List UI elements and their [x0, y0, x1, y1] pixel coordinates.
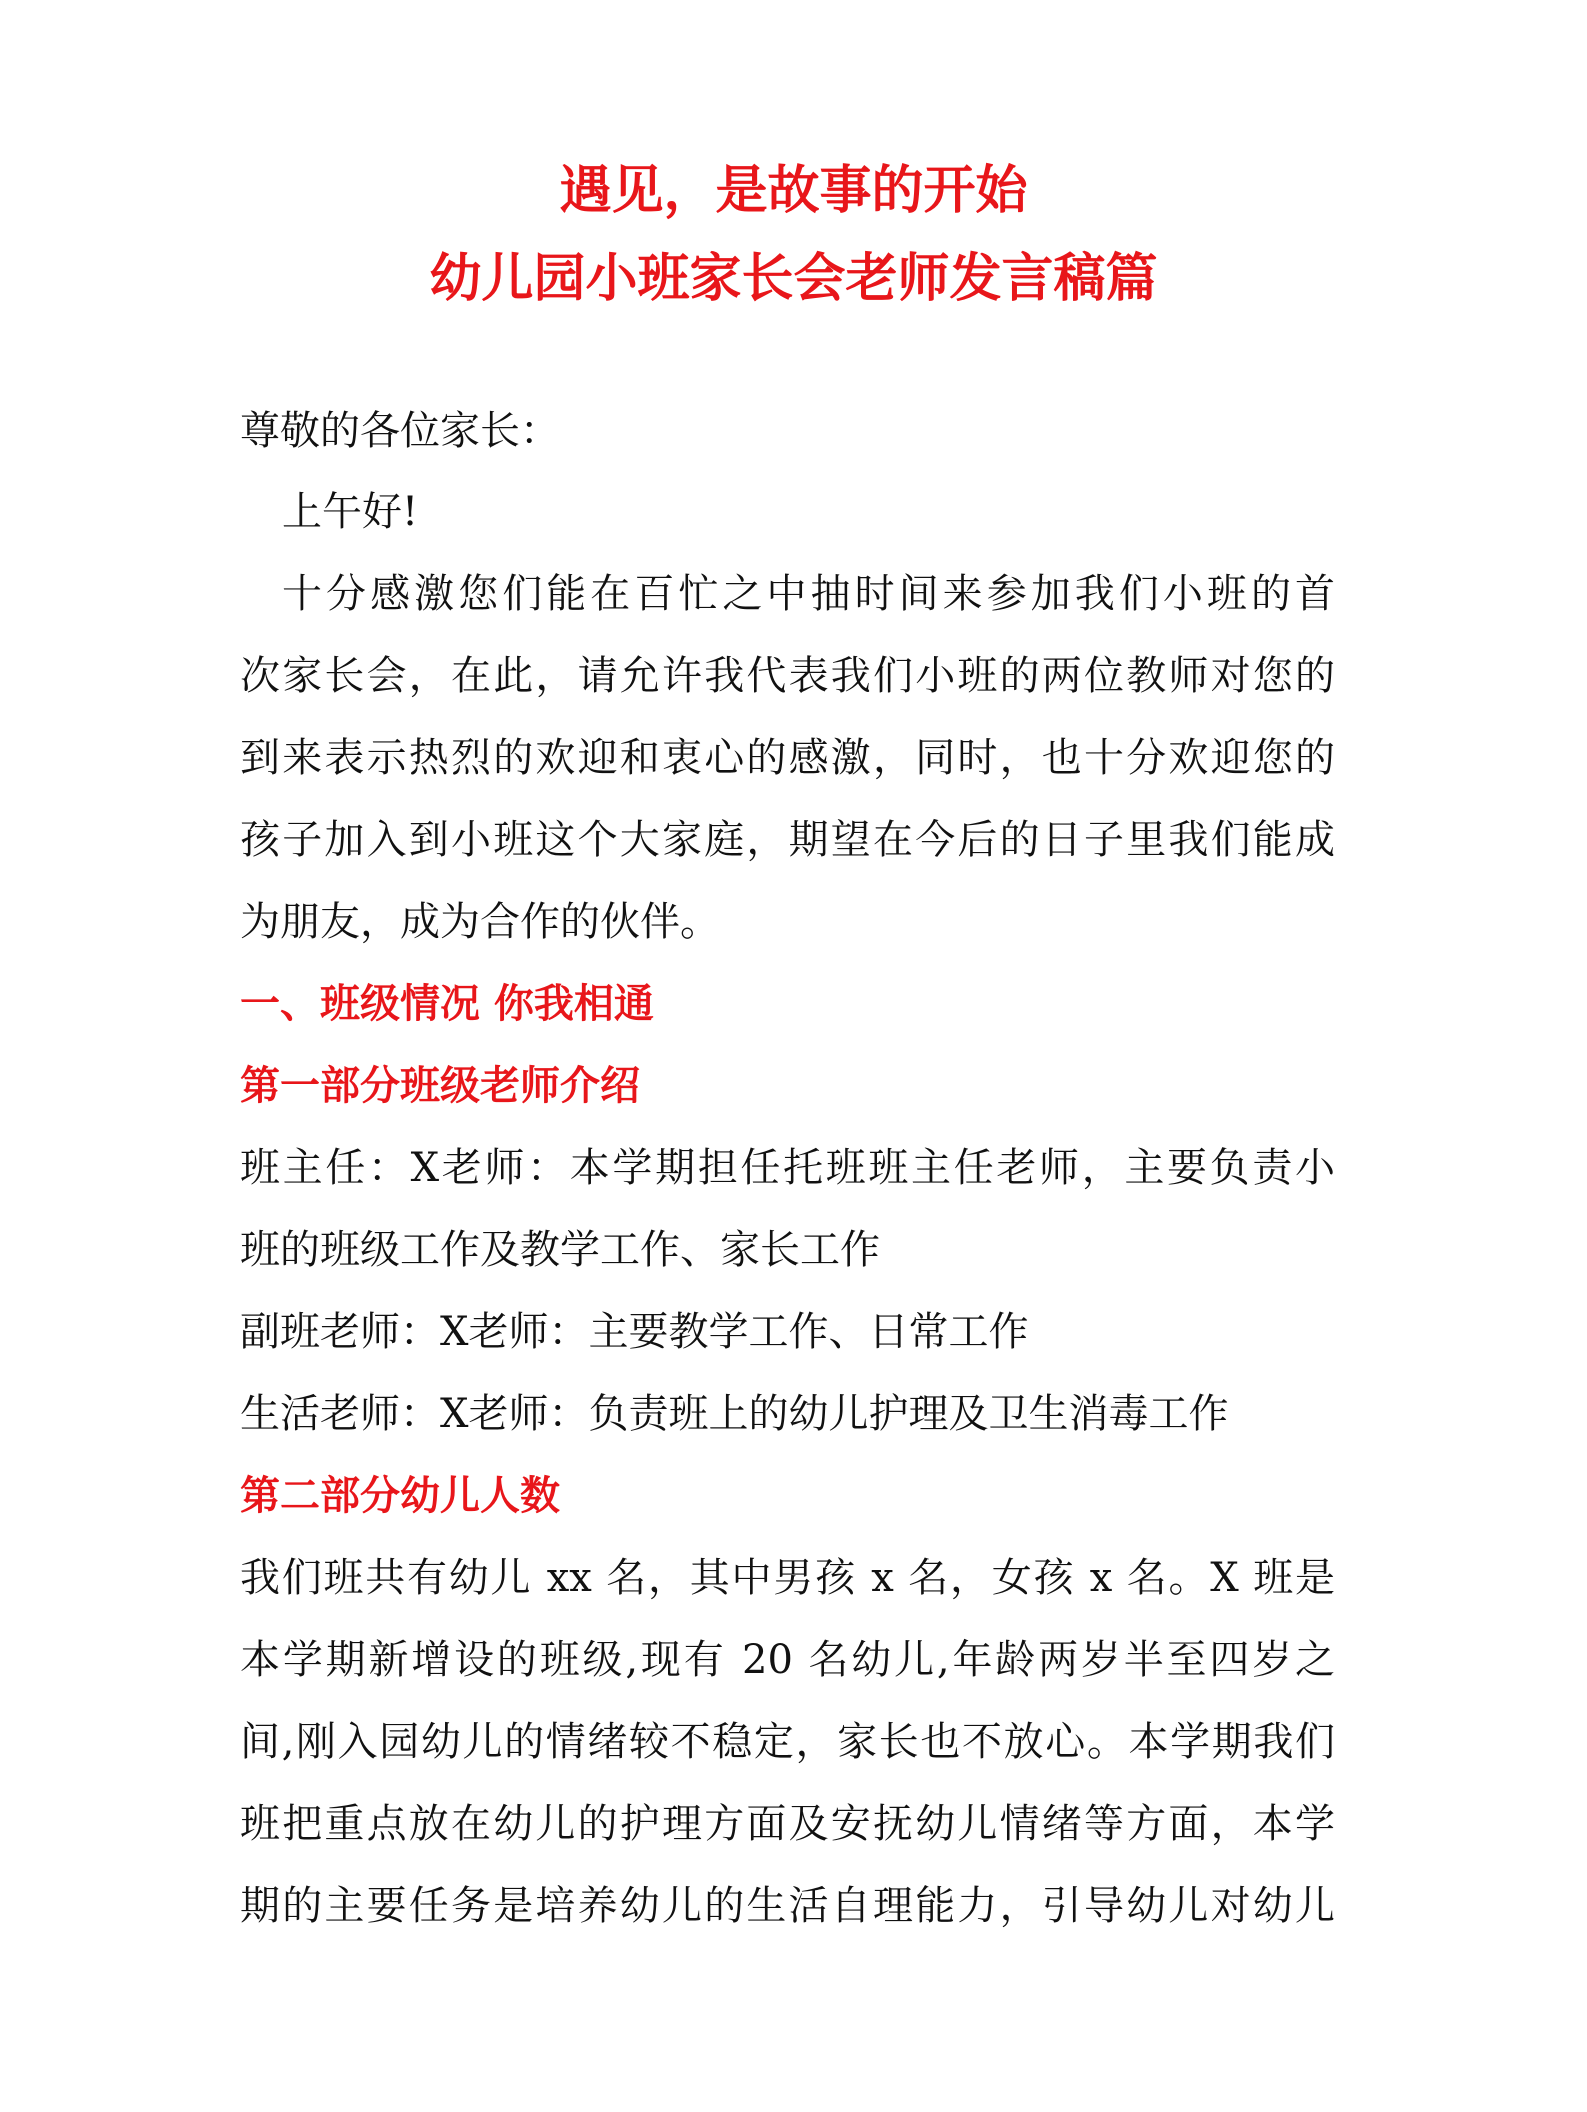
paragraph-line: 生活老师：X老师：负责班上的幼儿护理及卫生消毒工作	[240, 1391, 1229, 1437]
paragraph-line: 本学期新增设的班级,现有 20 名幼儿,年龄两岁半至四岁之	[240, 1637, 1335, 1683]
section-heading: 一、班级情况 你我相通	[240, 981, 654, 1027]
paragraph-line: 次家长会，在此，请允许我代表我们小班的两位教师对您的	[240, 653, 1335, 699]
paragraph-line: 间,刚入园幼儿的情绪较不稳定，家长也不放心。本学期我们	[240, 1719, 1335, 1765]
paragraph-line: 班主任：X老师：本学期担任托班班主任老师，主要负责小	[240, 1145, 1335, 1191]
section-heading: 第一部分班级老师介绍	[240, 1063, 640, 1109]
paragraph-line: 为朋友，成为合作的伙伴。	[240, 899, 720, 945]
paragraph-line: 上午好!	[282, 489, 419, 535]
paragraph-line: 到来表示热烈的欢迎和衷心的感激，同时，也十分欢迎您的	[240, 735, 1335, 781]
paragraph-line: 我们班共有幼儿 xx 名，其中男孩 x 名，女孩 x 名。X 班是	[240, 1555, 1335, 1601]
paragraph-line: 孩子加入到小班这个大家庭，期望在今后的日子里我们能成	[240, 817, 1335, 863]
document-title-line-1: 遇见，是故事的开始	[559, 161, 1028, 221]
paragraph-line: 班把重点放在幼儿的护理方面及安抚幼儿情绪等方面，本学	[240, 1801, 1335, 1847]
paragraph-line: 副班老师：X老师：主要教学工作、日常工作	[240, 1309, 1029, 1355]
paragraph-line: 十分感激您们能在百忙之中抽时间来参加我们小班的首	[282, 571, 1335, 617]
section-heading: 第二部分幼儿人数	[240, 1473, 560, 1519]
paragraph-line: 尊敬的各位家长：	[240, 408, 560, 454]
paragraph-line: 期的主要任务是培养幼儿的生活自理能力，引导幼儿对幼儿	[240, 1883, 1335, 1929]
document-title-line-2: 幼儿园小班家长会老师发言稿篇	[429, 249, 1158, 309]
paragraph-line: 班的班级工作及教学工作、家长工作	[240, 1227, 880, 1273]
